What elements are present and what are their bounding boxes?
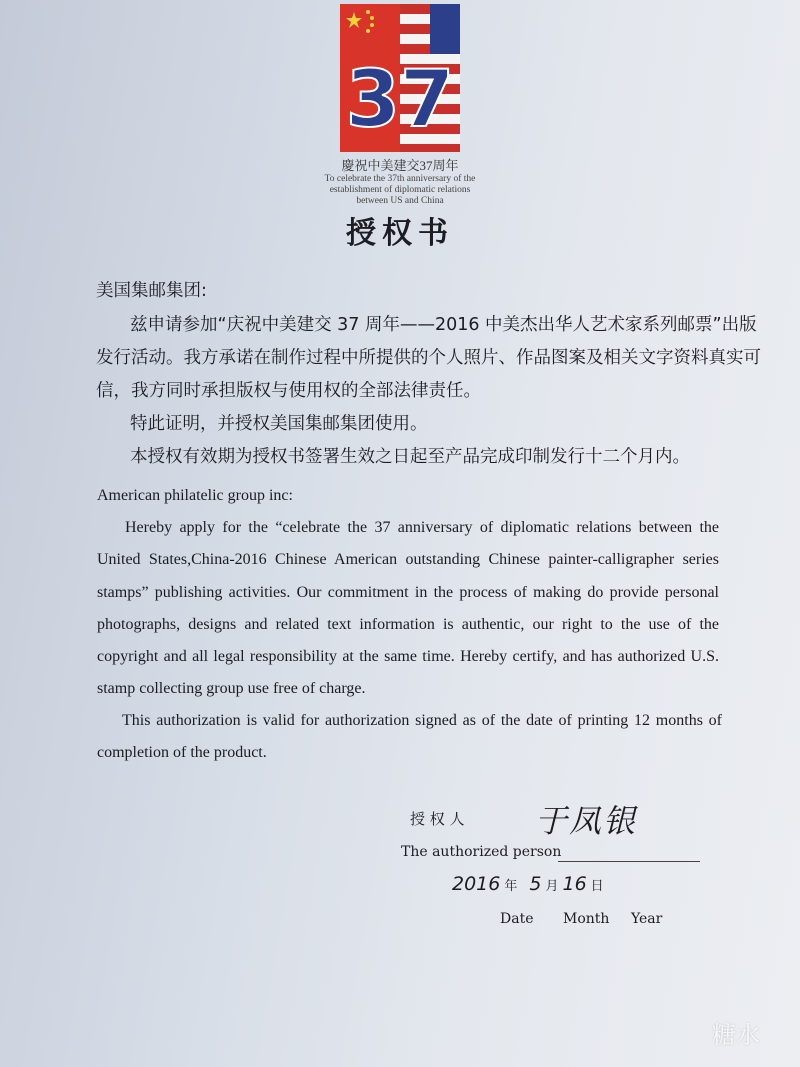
chinese-salutation: 美国集邮集团:: [96, 281, 207, 301]
english-line: completion of the product.: [97, 744, 267, 761]
chinese-line: 本授权有效期为授权书签署生效之日起至产品完成印制发行十二个月内。: [130, 447, 690, 467]
chinese-line: 兹申请参加“庆祝中美建交 37 周年——2016 中美杰出华人艺术家系列邮票”出版: [130, 315, 757, 335]
logo-caption-english: establishment of diplomatic relations: [329, 185, 471, 195]
english-line: stamp collecting group use free of charge.: [97, 680, 366, 697]
english-line: United States,China-2016 Chinese American outstanding Chinese painter-calligrapher series: [97, 551, 719, 568]
english-salutation: American philatelic group inc:: [97, 487, 293, 504]
chinese-line: 发行活动。我方承诺在制作过程中所提供的个人照片、作品图案及相关文字资料真实可: [96, 348, 761, 368]
watermark: 糖水: [712, 1021, 760, 1049]
authorized-person-label-en: The authorized person: [401, 844, 562, 860]
date-month: 5: [529, 873, 542, 895]
english-line: copyright and all legal responsibility at the same time. Hereby certify, and has authorized U.S.: [97, 648, 719, 665]
chinese-line: 信，我方同时承担版权与使用权的全部法律责任。: [96, 381, 481, 401]
date-year: 2016: [452, 873, 501, 895]
signature-line: [558, 861, 700, 862]
month-unit: 月: [545, 878, 559, 893]
document-title: 授权书: [346, 216, 454, 251]
date-label: Date: [500, 911, 534, 927]
english-line: stamps” publishing activities. Our commitment in the process of making do provide personal: [97, 584, 719, 601]
signature-date: [452, 873, 604, 895]
logo-caption-chinese: 慶祝中美建交37周年: [341, 158, 459, 173]
chinese-line: 特此证明，并授权美国集邮集团使用。: [130, 414, 428, 434]
month-label: Month: [563, 911, 610, 927]
english-line: Hereby apply for the “celebrate the 37 anniversary of diplomatic relations between the: [125, 519, 719, 536]
day-unit: 日: [590, 878, 604, 893]
date-day: 16: [562, 873, 587, 895]
authorized-person-label-cn: 授 权 人: [410, 810, 465, 828]
english-line: photographs, designs and related text information is authentic, our right to the use of the: [97, 616, 719, 633]
svg-text:37: 37: [345, 55, 455, 145]
year-unit: 年: [504, 878, 518, 893]
logo-caption-english: To celebrate the 37th anniversary of the: [324, 174, 476, 184]
logo-caption-english: between US and China: [356, 196, 444, 206]
year-label: Year: [631, 911, 663, 927]
anniversary-logo: [340, 4, 460, 152]
english-line: This authorization is valid for authorization signed as of the date of printing 12 months of: [122, 712, 722, 729]
handwritten-signature: 于凤银: [535, 802, 638, 840]
